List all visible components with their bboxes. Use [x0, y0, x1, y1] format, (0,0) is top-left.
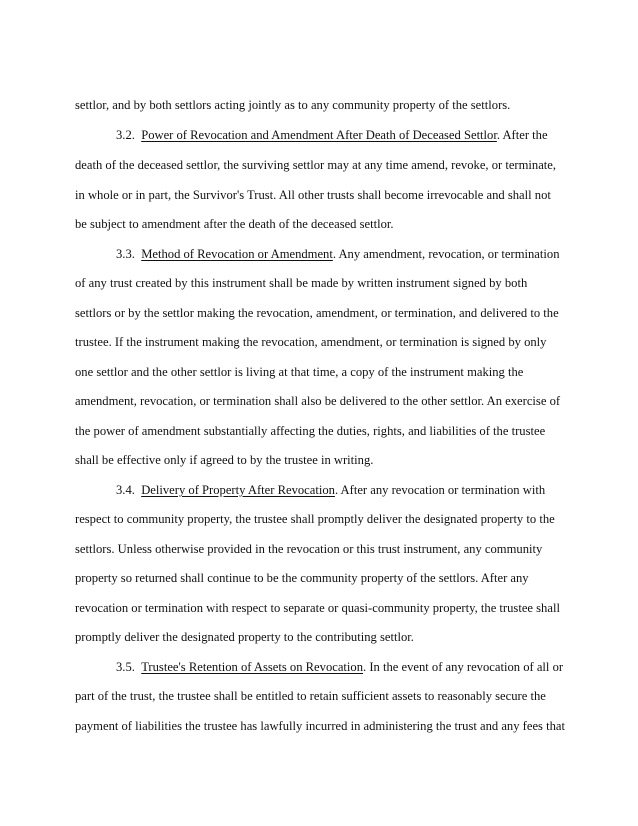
text-line: be subject to amendment after the death of the deceased settlor.: [75, 217, 394, 231]
text-line: settlors. Unless otherwise provided in the revocation or this trust instrument, any community: [75, 542, 543, 556]
text-line: death of the deceased settlor, the surviving settlor may at any time amend, revoke, or terminate,: [75, 158, 557, 172]
text-line: promptly deliver the designated property to the contributing settlor.: [75, 630, 414, 644]
section-3-2-first-line: [116, 129, 548, 142]
text-line: respect to community property, the trustee shall promptly deliver the designated property to the: [75, 512, 555, 526]
text-line: trustee. If the instrument making the revocation, amendment, or termination is signed by only: [75, 335, 547, 349]
text-line: of any trust created by this instrument shall be made by written instrument signed by both: [75, 276, 528, 290]
text-line: one settlor and the other settlor is living at that time, a copy of the instrument making the: [75, 365, 524, 379]
text-line: the power of amendment substantially affecting the duties, rights, and liabilities of the trustee: [75, 424, 546, 438]
section-heading: Trustee's Retention of Assets on Revocation: [141, 660, 364, 674]
section-lead-text: . Any amendment, revocation, or termination: [332, 247, 560, 261]
section-number: 3.2.: [116, 128, 135, 142]
section-number: 3.5.: [116, 660, 135, 674]
text-line: in whole or in part, the Survivor's Trust. All other trusts shall become irrevocable and shall not: [75, 188, 551, 202]
section-3-5-first-line: [116, 661, 563, 674]
section-lead-text: . After any revocation or termination with: [334, 483, 546, 497]
section-3-4-first-line: [116, 484, 545, 497]
section-number: 3.3.: [116, 247, 135, 261]
text-line: settlors or by the settlor making the revocation, amendment, or termination, and delivered to the: [75, 306, 559, 320]
section-heading: Delivery of Property After Revocation: [141, 483, 335, 497]
section-number: 3.4.: [116, 483, 135, 497]
text-line: shall be effective only if agreed to by the trustee in writing.: [75, 453, 374, 467]
text-line: payment of liabilities the trustee has lawfully incurred in administering the trust and any fees that: [75, 719, 565, 733]
section-3-3-first-line: [116, 248, 560, 261]
text-line: amendment, revocation, or termination shall also be delivered to the other settlor. An exercise of: [75, 394, 561, 408]
text-line: part of the trust, the trustee shall be entitled to retain sufficient assets to reasonably secure the: [75, 689, 546, 703]
section-lead-text: . After the: [496, 128, 548, 142]
text-line: settlor, and by both settlors acting jointly as to any community property of the settlors.: [75, 98, 511, 112]
section-heading: Method of Revocation or Amendment: [141, 247, 333, 261]
text-line: property so returned shall continue to be the community property of the settlors. After any: [75, 571, 529, 585]
section-heading: Power of Revocation and Amendment After Death of Deceased Settlor: [141, 128, 497, 142]
text-line: revocation or termination with respect to separate or quasi-community property, the trustee shall: [75, 601, 560, 615]
section-lead-text: . In the event of any revocation of all or: [363, 660, 564, 674]
